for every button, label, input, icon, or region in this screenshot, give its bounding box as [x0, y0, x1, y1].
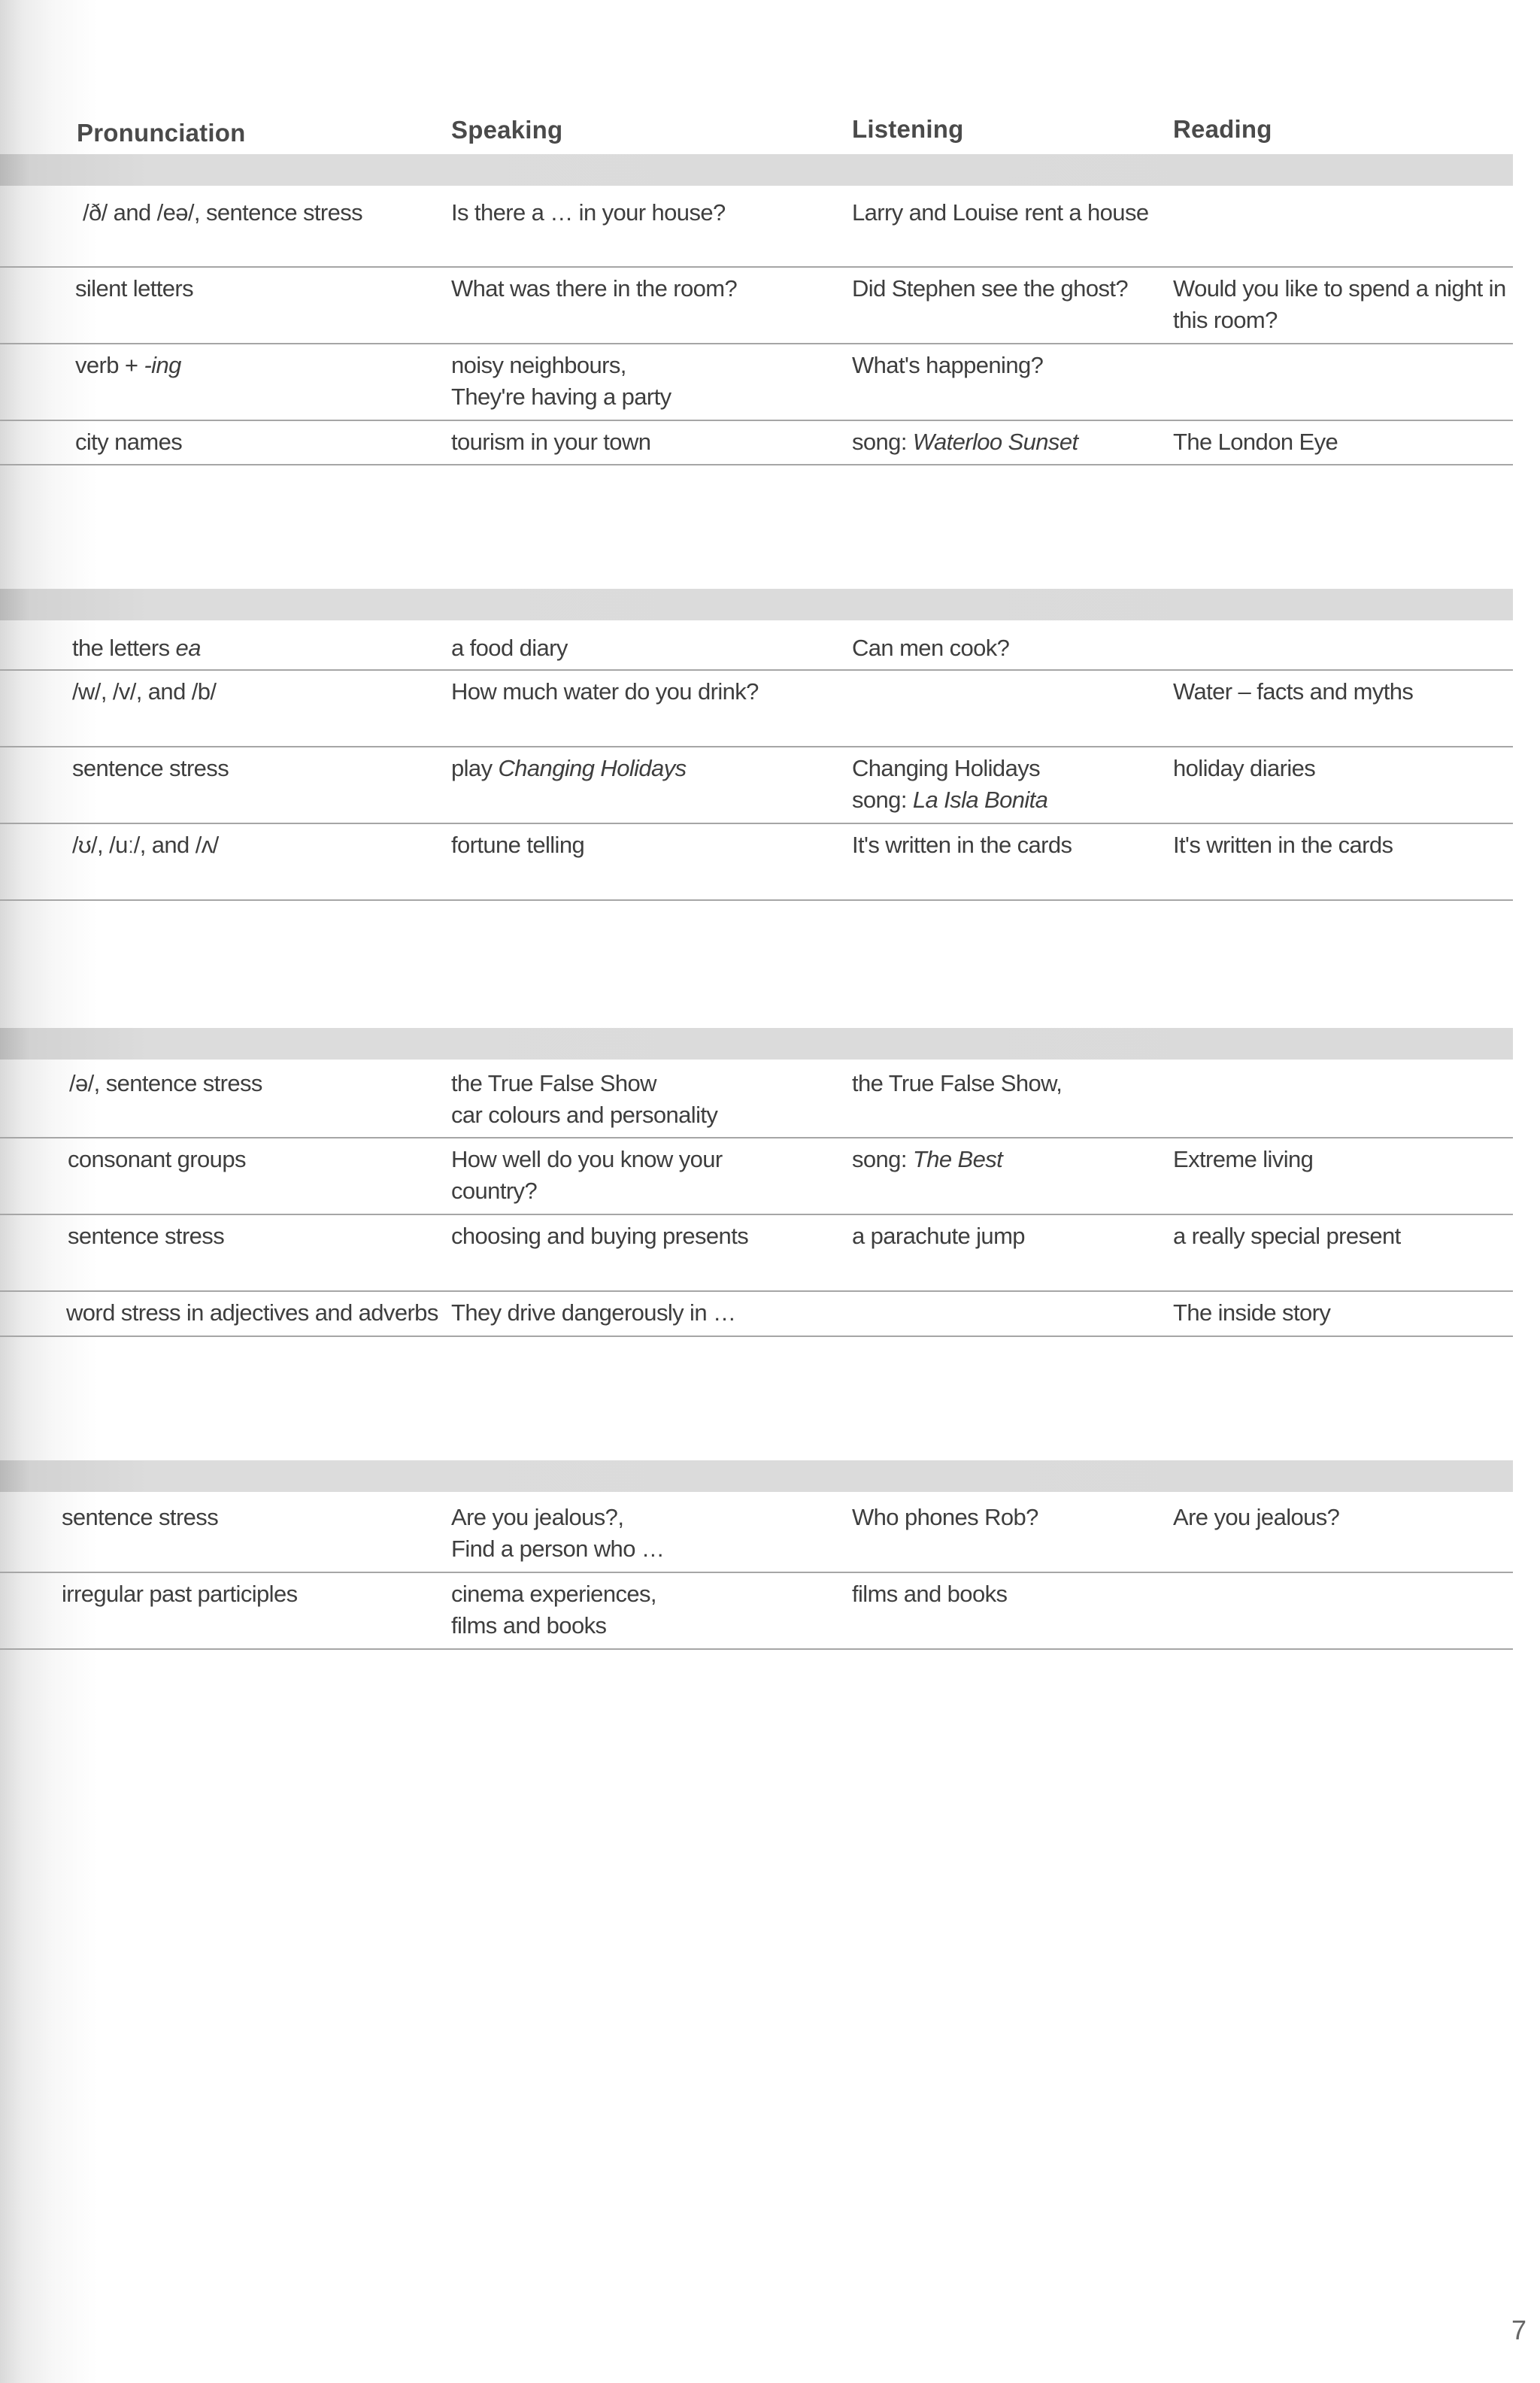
pronunciation-cell: /ə/, sentence stress — [69, 1070, 262, 1096]
listening-cell: the True False Show, — [852, 1070, 1063, 1096]
row-divider — [0, 343, 1513, 344]
row-divider — [0, 1290, 1513, 1292]
speaking-cell: How much water do you drink? — [451, 678, 759, 705]
speaking-cell: play Changing Holidays — [451, 755, 687, 781]
listening-cell: Changing Holidays song: La Isla Bonita — [852, 755, 1048, 813]
reading-cell: It's written in the cards — [1173, 832, 1393, 858]
listening-cell: It's written in the cards — [852, 832, 1072, 858]
reading-cell: Are you jealous? — [1173, 1504, 1340, 1530]
speaking-cell: choosing and buying presents — [451, 1223, 749, 1249]
header-speaking: Speaking — [451, 116, 563, 144]
listening-cell: films and books — [852, 1581, 1008, 1607]
row-divider — [0, 746, 1513, 747]
row-divider — [0, 464, 1513, 465]
row-divider — [0, 1648, 1513, 1650]
listening-cell: What's happening? — [852, 352, 1044, 378]
header-pronunciation: Pronunciation — [77, 119, 246, 147]
speaking-cell: a food diary — [451, 635, 568, 661]
listening-cell: song: The Best — [852, 1146, 1003, 1172]
speaking-cell: noisy neighbours, They're having a party — [451, 352, 671, 410]
pronunciation-cell: sentence stress — [62, 1504, 219, 1530]
header-listening: Listening — [852, 115, 964, 143]
listening-cell: Larry and Louise rent a house — [852, 199, 1149, 226]
speaking-cell: What was there in the room? — [451, 275, 738, 302]
pronunciation-cell: consonant groups — [68, 1146, 246, 1172]
listening-cell: song: Waterloo Sunset — [852, 429, 1078, 455]
pronunciation-cell: the letters ea — [72, 635, 201, 661]
row-divider — [0, 823, 1513, 824]
speaking-cell: Are you jealous?, Find a person who … — [451, 1504, 665, 1562]
section-2-band — [0, 589, 1513, 620]
pronunciation-cell: /ʊ/, /uː/, and /ʌ/ — [72, 832, 219, 858]
pronunciation-cell: verb + -ing — [75, 352, 181, 378]
page-number: 7 — [1511, 2315, 1526, 2345]
listening-cell: a parachute jump — [852, 1223, 1025, 1249]
section-4-band — [0, 1460, 1513, 1492]
reading-cell: Extreme living — [1173, 1146, 1314, 1172]
reading-cell: a really special present — [1173, 1223, 1401, 1249]
pronunciation-cell: sentence stress — [72, 755, 229, 781]
speaking-cell: They drive dangerously in … — [451, 1299, 736, 1326]
row-divider — [0, 1137, 1513, 1138]
column-header-row — [0, 113, 1540, 150]
row-divider — [0, 1336, 1513, 1337]
speaking-cell: How well do you know your country? — [451, 1146, 723, 1204]
pronunciation-cell: /w/, /v/, and /b/ — [72, 678, 217, 705]
reading-cell: Water – facts and myths — [1173, 678, 1414, 705]
pronunciation-cell: sentence stress — [68, 1223, 225, 1249]
reading-cell: Would you like to spend a night in this room? — [1173, 275, 1506, 333]
row-divider — [0, 420, 1513, 421]
speaking-cell: tourism in your town — [451, 429, 651, 455]
row-divider — [0, 669, 1513, 671]
reading-cell: holiday diaries — [1173, 755, 1316, 781]
row-divider — [0, 1572, 1513, 1573]
listening-cell: Did Stephen see the ghost? — [852, 275, 1129, 302]
pronunciation-cell: irregular past participles — [62, 1581, 298, 1607]
section-1-band — [0, 154, 1513, 186]
pronunciation-cell: silent letters — [75, 275, 193, 302]
section-3-band — [0, 1028, 1513, 1060]
row-divider — [0, 266, 1513, 268]
pronunciation-cell: /ð/ and /eə/, sentence stress — [83, 199, 363, 226]
reading-cell: The London Eye — [1173, 429, 1338, 455]
speaking-cell: cinema experiences, films and books — [451, 1581, 656, 1639]
speaking-cell: fortune telling — [451, 832, 585, 858]
row-divider — [0, 899, 1513, 901]
pronunciation-cell: city names — [75, 429, 183, 455]
speaking-cell: the True False Show car colours and personality — [451, 1070, 718, 1128]
header-reading: Reading — [1173, 115, 1272, 143]
pronunciation-cell: word stress in adjectives and adverbs — [66, 1299, 438, 1326]
speaking-cell: Is there a … in your house? — [451, 199, 726, 226]
listening-cell: Who phones Rob? — [852, 1504, 1038, 1530]
reading-cell: The inside story — [1173, 1299, 1331, 1326]
listening-cell: Can men cook? — [852, 635, 1010, 661]
row-divider — [0, 1214, 1513, 1215]
